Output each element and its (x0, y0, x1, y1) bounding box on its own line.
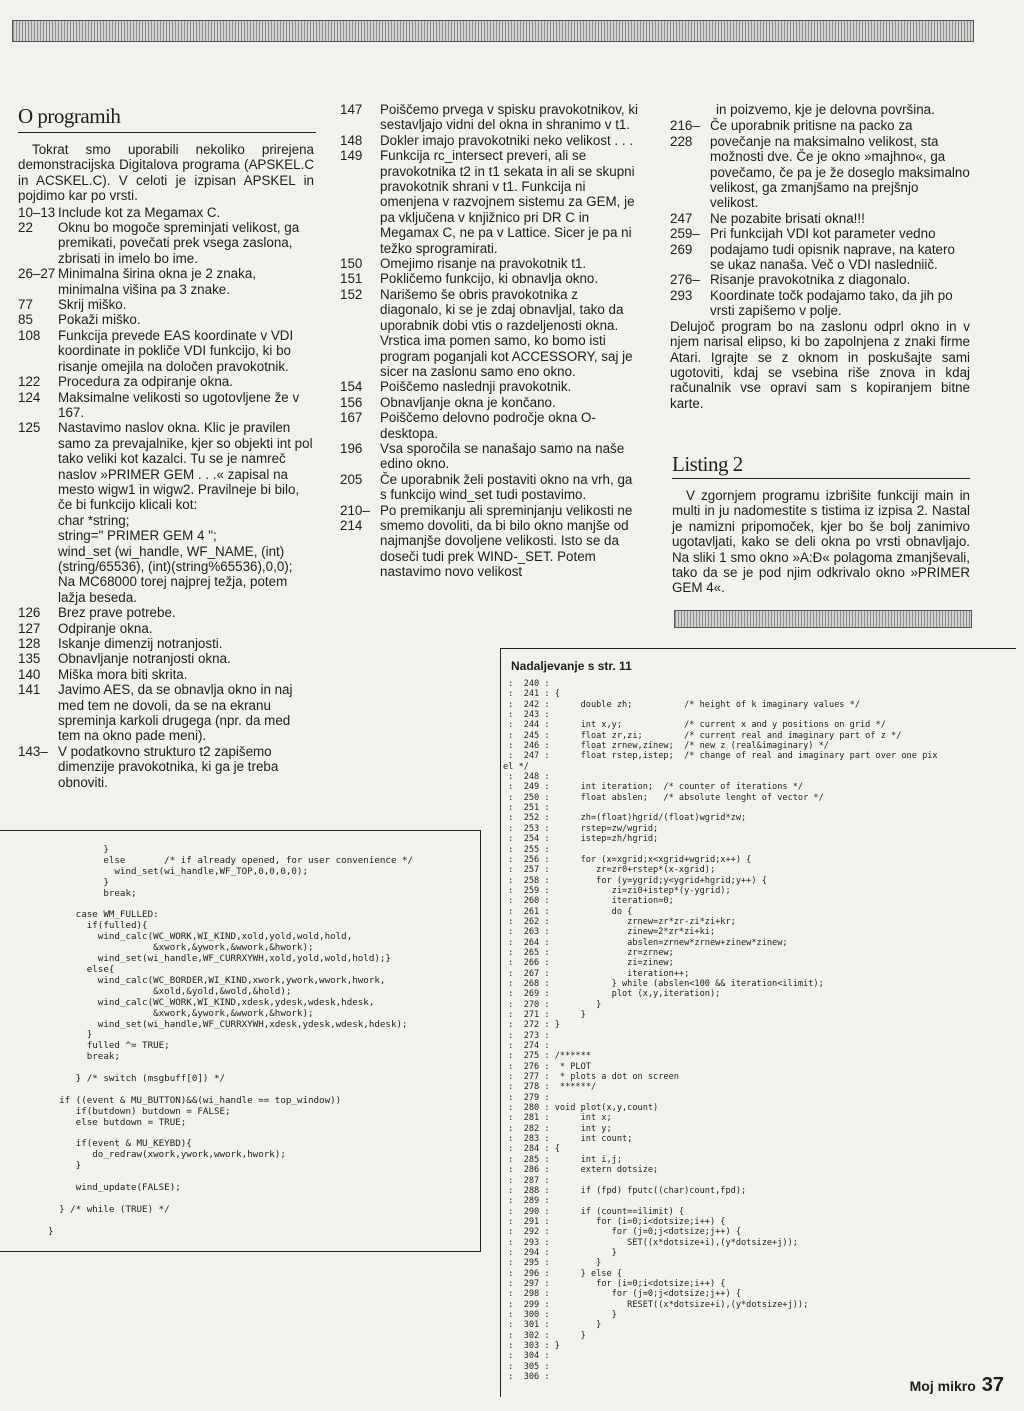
code-frame-left (0, 830, 481, 1252)
middle-item (340, 256, 640, 271)
left-item (18, 374, 314, 389)
item-text: Obnavljanje notranjosti okna. (58, 651, 231, 667)
continuation-label: Nadaljevanje s str. 11 (511, 659, 632, 673)
line-number-ref: 276–293 (670, 272, 700, 303)
middle-item (340, 148, 640, 256)
left-item (18, 220, 314, 266)
right-lead: in poizvemo, kje je delovna površina. (716, 102, 935, 117)
item-text: Narišemo še obris pravokotnika z diagonalo, ki se je zdaj obnavljal, tako da uporabnik dobi vtis o razdeljenosti okna. Vrstica ima pomen samo, ko bomo isti program poganjali kot ACCESSORY, saj je sicer na zaslonu samo eno okno. (380, 286, 633, 379)
right-item (670, 211, 970, 226)
line-number-ref: 141 (18, 682, 41, 698)
left-item (18, 621, 314, 636)
code-listing-left: } else /* if already opened, for user convenience */ wind_set(wi_handle,WF_TOP,0,0,0,0); } break; case WM_FULLED: if(fulled){ wind_calc(WC_WORK,WI_KIND,xold,yold,wold,hold, &xwork,&ywork,&wwork,&hwork); wind_set(wi_handle,WF_CURRXYWH,xold,yold,wold,hold);} else{ wind_calc(WC_BORDER,WI_KIND,xwork,ywork,wwork,hwork, &xold,&yold,&wold,&hold); wind_calc(WC_WORK,WI_KIND,xdesk,ydesk,wdesk,hdesk, &xwork,&ywork,&wwork,&hwork); wind_set(wi_handle,WF_CURRXYWH,xdesk,ydesk,wdesk,hdesk); } fulled ^= TRUE; break; } /* switch (msgbuff[0]) */ if ((event & MU_BUTTON)&&(wi_handle == top_window)) if(butdown) butdown = FALSE; else butdown = TRUE; if(event & MU_KEYBD){ do_redraw(xwork,ywork,wwork,hwork); } wind_update(FALSE); } /* while (TRUE) */ } (48, 844, 414, 1237)
left-item (18, 420, 314, 605)
item-text: Obnavljanje okna je končano. (380, 394, 556, 410)
line-number-ref: 247 (670, 210, 693, 226)
intro-paragraph: Tokrat smo uporabili nekoliko prirejena demonstracijska Digitalova programa (APSKEL.C in ACSKEL.C). V celoti je izpisan APSKEL in pojdimo kar po vrsti. (18, 142, 314, 204)
line-number-ref: 143– (18, 743, 48, 759)
left-item (18, 667, 314, 682)
left-item (18, 651, 314, 666)
item-text: Pri funkcijah VDI kot parameter vedno podajamo tudi opisnik naprave, na katero se ukaz nanaša. Več o VDI nasledniič. (710, 226, 955, 273)
item-text: Po premikanju ali spreminjanju velikosti ne smemo dovoliti, da bi bilo okno manjše od najmanjše dovoljene velikosti. Isto se da doseči tudi prek WIND-_SET. Potem nastavimo novo velikost (380, 502, 633, 580)
line-number-ref: 122 (18, 374, 41, 390)
line-number-ref: 125 (18, 420, 41, 436)
line-number-ref: 135 (18, 651, 41, 667)
line-number-ref: 216–228 (670, 118, 700, 149)
line-number-ref: 77 (18, 297, 33, 313)
line-number-ref: 259–269 (670, 226, 700, 257)
line-number-ref: 196 (340, 440, 363, 456)
item-text: Funkcija prevede EAS koordinate v VDI koordinate in pokliče VDI funkcijo, ki bo risanje omejila na določen pravokotnik. (58, 327, 294, 374)
line-number-ref: 151 (340, 271, 363, 287)
item-text: Pokličemo funkcijo, ki obnavlja okno. (380, 271, 599, 287)
item-text: Brez prave potrebe. (58, 605, 176, 621)
line-number-ref: 150 (340, 256, 363, 272)
item-text: Ne pozabite brisati okna!!! (710, 210, 865, 226)
line-number-ref: 124 (18, 389, 41, 405)
left-item (18, 266, 314, 297)
middle-item (340, 133, 640, 148)
item-text: Nastavimo naslov okna. Klic je pravilen samo za prevajalnike, kjer so objekti int pol tako veliki kot kazalci. Tu se je namreč naslov »PRIMER GEM . . .« zapisal na mesto wigw1 in wigw2. Pravilneje bi bilo, če bi funkcijo klicali kot: char *string; string=" PRIMER GEM 4 "; wind_set (wi_handle, WF_NAME, (int)(string/65536), (int)(string%65536),0,0); Na MC68000 torej najprej težja, potem lažja beseda. (58, 420, 313, 605)
section-rule (18, 132, 316, 133)
line-number-ref: 22 (18, 220, 33, 236)
middle-item (340, 102, 640, 133)
item-text: Vsa sporočila se nanašajo samo na naše edino okno. (380, 440, 625, 472)
right-item-list (670, 118, 970, 318)
item-text: Include kot za Megamax C. (58, 204, 221, 220)
item-text: Javimo AES, da se obnavlja okno in naj med tem ne dovoli, da se na ekranu spreminja karkoli drugega (npr. da med tem na okno pade meni). (58, 682, 293, 744)
line-number-ref: 205 (340, 471, 363, 487)
line-number-ref: 152 (340, 286, 363, 302)
line-number-ref: 128 (18, 636, 41, 651)
middle-item (340, 503, 640, 580)
left-item (18, 636, 314, 651)
left-item (18, 605, 314, 620)
line-number-ref: 148 (340, 132, 363, 148)
right-paragraph: Delujoč program bo na zaslonu odprl okno in v njem narisal elipso, ki bo zapolnjena z znaki firme Atari. Igrajte se z oknom in poskušajte sami ugotoviti, kdaj se vsebina riše znova in kdaj računalnik vse opravi sam s kopiranjem bitne karte. (670, 318, 970, 411)
item-text: Oknu bo mogoče spreminjati velikost, ga premikati, povečati prek vsega zaslona, zbrisati in imelo bo ime. (58, 220, 300, 266)
middle-column (340, 102, 640, 580)
listing-rule (672, 478, 970, 479)
section-title-listing-2: Listing 2 (672, 452, 743, 476)
item-text: Poiščemo delovno področje okna O-desktopa. (380, 410, 596, 441)
item-text: Maksimalne velikosti so ugotovljene že v 167. (58, 389, 300, 420)
line-number-ref: 167 (340, 410, 363, 426)
left-column (18, 142, 314, 790)
line-number-ref: 85 (18, 312, 33, 328)
line-number-ref: 140 (18, 666, 41, 682)
page-number: 37 (981, 1374, 1004, 1396)
item-text: Če uporabnik želi postaviti okno na vrh, ga s funkcijo wind_set tudi postavimo. (380, 471, 633, 503)
line-number-ref: 26–27 (18, 266, 56, 282)
line-number-ref: 10–13 (18, 204, 56, 220)
item-text: Procedura za odpiranje okna. (58, 374, 233, 390)
middle-item (340, 410, 640, 441)
item-text: Miška mora biti skrita. (58, 666, 188, 682)
item-text: Risanje pravokotnika z diagonalo. Koordinate točk podajamo tako, da jih po vrsti zapišemo v polje. (710, 272, 953, 319)
magazine-name: Moj mikro (909, 1378, 976, 1394)
line-number-ref: 108 (18, 327, 41, 343)
line-number-ref: 126 (18, 605, 41, 621)
left-item (18, 328, 314, 374)
middle-item (340, 441, 640, 472)
middle-item (340, 379, 640, 394)
item-text: Poiščemo naslednji pravokotnik. (380, 379, 572, 395)
left-item (18, 205, 314, 220)
line-number-ref: 210–214 (340, 502, 370, 533)
top-decorative-bar (12, 20, 974, 42)
code-frame-right (500, 648, 1016, 1397)
left-item (18, 682, 314, 744)
line-number-ref: 156 (340, 394, 363, 410)
item-text: Odpiranje okna. (58, 620, 153, 636)
listing2-text (672, 488, 970, 597)
right-item (670, 226, 970, 272)
item-text: Dokler imajo pravokotniki neko velikost . . . (380, 132, 634, 148)
item-text: Pokaži miško. (58, 312, 141, 328)
middle-item-list (340, 102, 640, 580)
left-item (18, 744, 314, 790)
right-item (670, 118, 970, 210)
middle-item (340, 271, 640, 286)
listing2-paragraph: V zgornjem programu izbrišite funkciji main in multi in ju nadomestite s tistima iz izpisa 2. Nastal je namizni pripomoček, kjer bo še bolj zanimivo ugotavljati, kako se deli okna po vrsti obnavljajo. Na sliki 1 smo okno »A:Ð« polagoma zmanjševali, tako da se je pod njim odkrivalo okno »PRIMER GEM 4«. (672, 488, 970, 596)
item-text: Skrij miško. (58, 297, 127, 313)
item-text: Omejimo risanje na pravokotnik t1. (380, 256, 587, 272)
middle-item (340, 287, 640, 379)
right-item (670, 272, 970, 318)
item-text: Funkcija rc_intersect preveri, ali se pravokotnika t2 in t1 sekata in ali se skupni pravokotnik shrani v t1. Funkcija ni omenjena v razvojnem sistemu za GEM, je pa vključena v knjižnico pri DR C in Megamax C, ne pa v Lattice. Sicer je pa ni težko sprogramirati. (380, 148, 635, 256)
line-number-ref: 127 (18, 620, 41, 636)
line-number-ref: 147 (340, 102, 363, 117)
item-text: Iskanje dimenzij notranjosti. (58, 636, 223, 651)
left-item-list (18, 205, 314, 790)
code-listing-right: : 240 : : 241 : { : 242 : double zh; /* height of k imaginary values */ : 243 : : 244 : int x,y; /* current x and y positions on grid */ : 245 : float zr,zi; /* current real and imaginary part of z */ : 246 : float zrnew,zinew; /* new z (real&imaginary) */ : 247 : float rstep,istep; /* change of real and imaginary part over one pix el */ : 248 : : 249 : int iteration; /* counter of iterations */ : 250 : float abslen; /* absolute lenght of vector */ : 251 : : 252 : zh=(float)hgrid/(float)wgrid*zw; : 253 : rstep=zw/wgrid; : 254 : istep=zh/hgrid; : 255 : : 256 : for (x=xgrid;x<xgrid+wgrid;x++) { : 257 : zr=zr0+rstep*(x-xgrid); : 258 : for (y=ygrid;y<ygrid+hgrid;y++) { : 259 : zi=zi0+istep*(y-ygrid); : 260 : iteration=0; : 261 : do { : 262 : zrnew=zr*zr-zi*zi+kr; : 263 : zinew=2*zr*zi+ki; : 264 : abslen=zrnew*zrnew+zinew*zinew; : 265 : zr=zrnew; : 266 : zi=zinew; : 267 : iteration++; : 268 : } while (abslen<100 && iteration<ilimit); : 269 : plot (x,y,iteration); : 270 : } : 271 : } : 272 : } : 273 : : 274 : : 275 : /****** : 276 : * PLOT : 277 : * plots a dot on screen : 278 : ******/ : 279 : : 280 : void plot(x,y,count) : 281 : int x; : 282 : int y; : 283 : int count; : 284 : { : 285 : int i,j; : 286 : extern dotsize; : 287 : : 288 : if (fpd) fputc((char)count,fpd); : 289 : : 290 : if (count==ilimit) { : 291 : for (i=0;i<dotsize;i++) { : 292 : for (j=0;j<dotsize;j++) { : 293 : SET((x*dotsize+i),(y*dotsize+j)); : 294 : } : 295 : } : 296 : } else { : 297 : for (i=0;i<dotsize;i++) { : 298 : for (j=0;j<dotsize;j++) { : 299 : RESET((x*dotsize+i),(y*dotsize+j)); : 300 : } : 301 : } : 302 : } : 303 : } : 304 : : 305 : : 306 : (503, 679, 938, 1383)
line-number-ref: 149 (340, 148, 363, 164)
middle-item (340, 472, 640, 503)
left-item (18, 312, 314, 327)
item-text: Če uporabnik pritisne na packo za povečanje na maksimalno velikost, sta možnosti dve. Če je okno »majhno«, ga povečamo, če pa je že doseglo maksimalno velikost, ga zmanjšamo na prejšnjo velikost. (710, 118, 970, 211)
left-item (18, 297, 314, 312)
page-footer (910, 1374, 1004, 1397)
mid-decorative-bar (674, 610, 972, 628)
left-item (18, 390, 314, 421)
line-number-ref: 154 (340, 379, 363, 395)
section-title-o-programih: O programih (18, 104, 121, 128)
right-column (670, 102, 970, 412)
middle-item (340, 395, 640, 410)
item-text: V podatkovno strukturo t2 zapišemo dimenzije pravokotnika, ki ga je treba obnoviti. (58, 743, 279, 790)
item-text: Minimalna širina okna je 2 znaka, minimalna višina pa 3 znake. (58, 266, 256, 297)
item-text: Poiščemo prvega v spisku pravokotnikov, ki sestavljajo vidni del okna in shranimo v t1. (380, 102, 639, 133)
